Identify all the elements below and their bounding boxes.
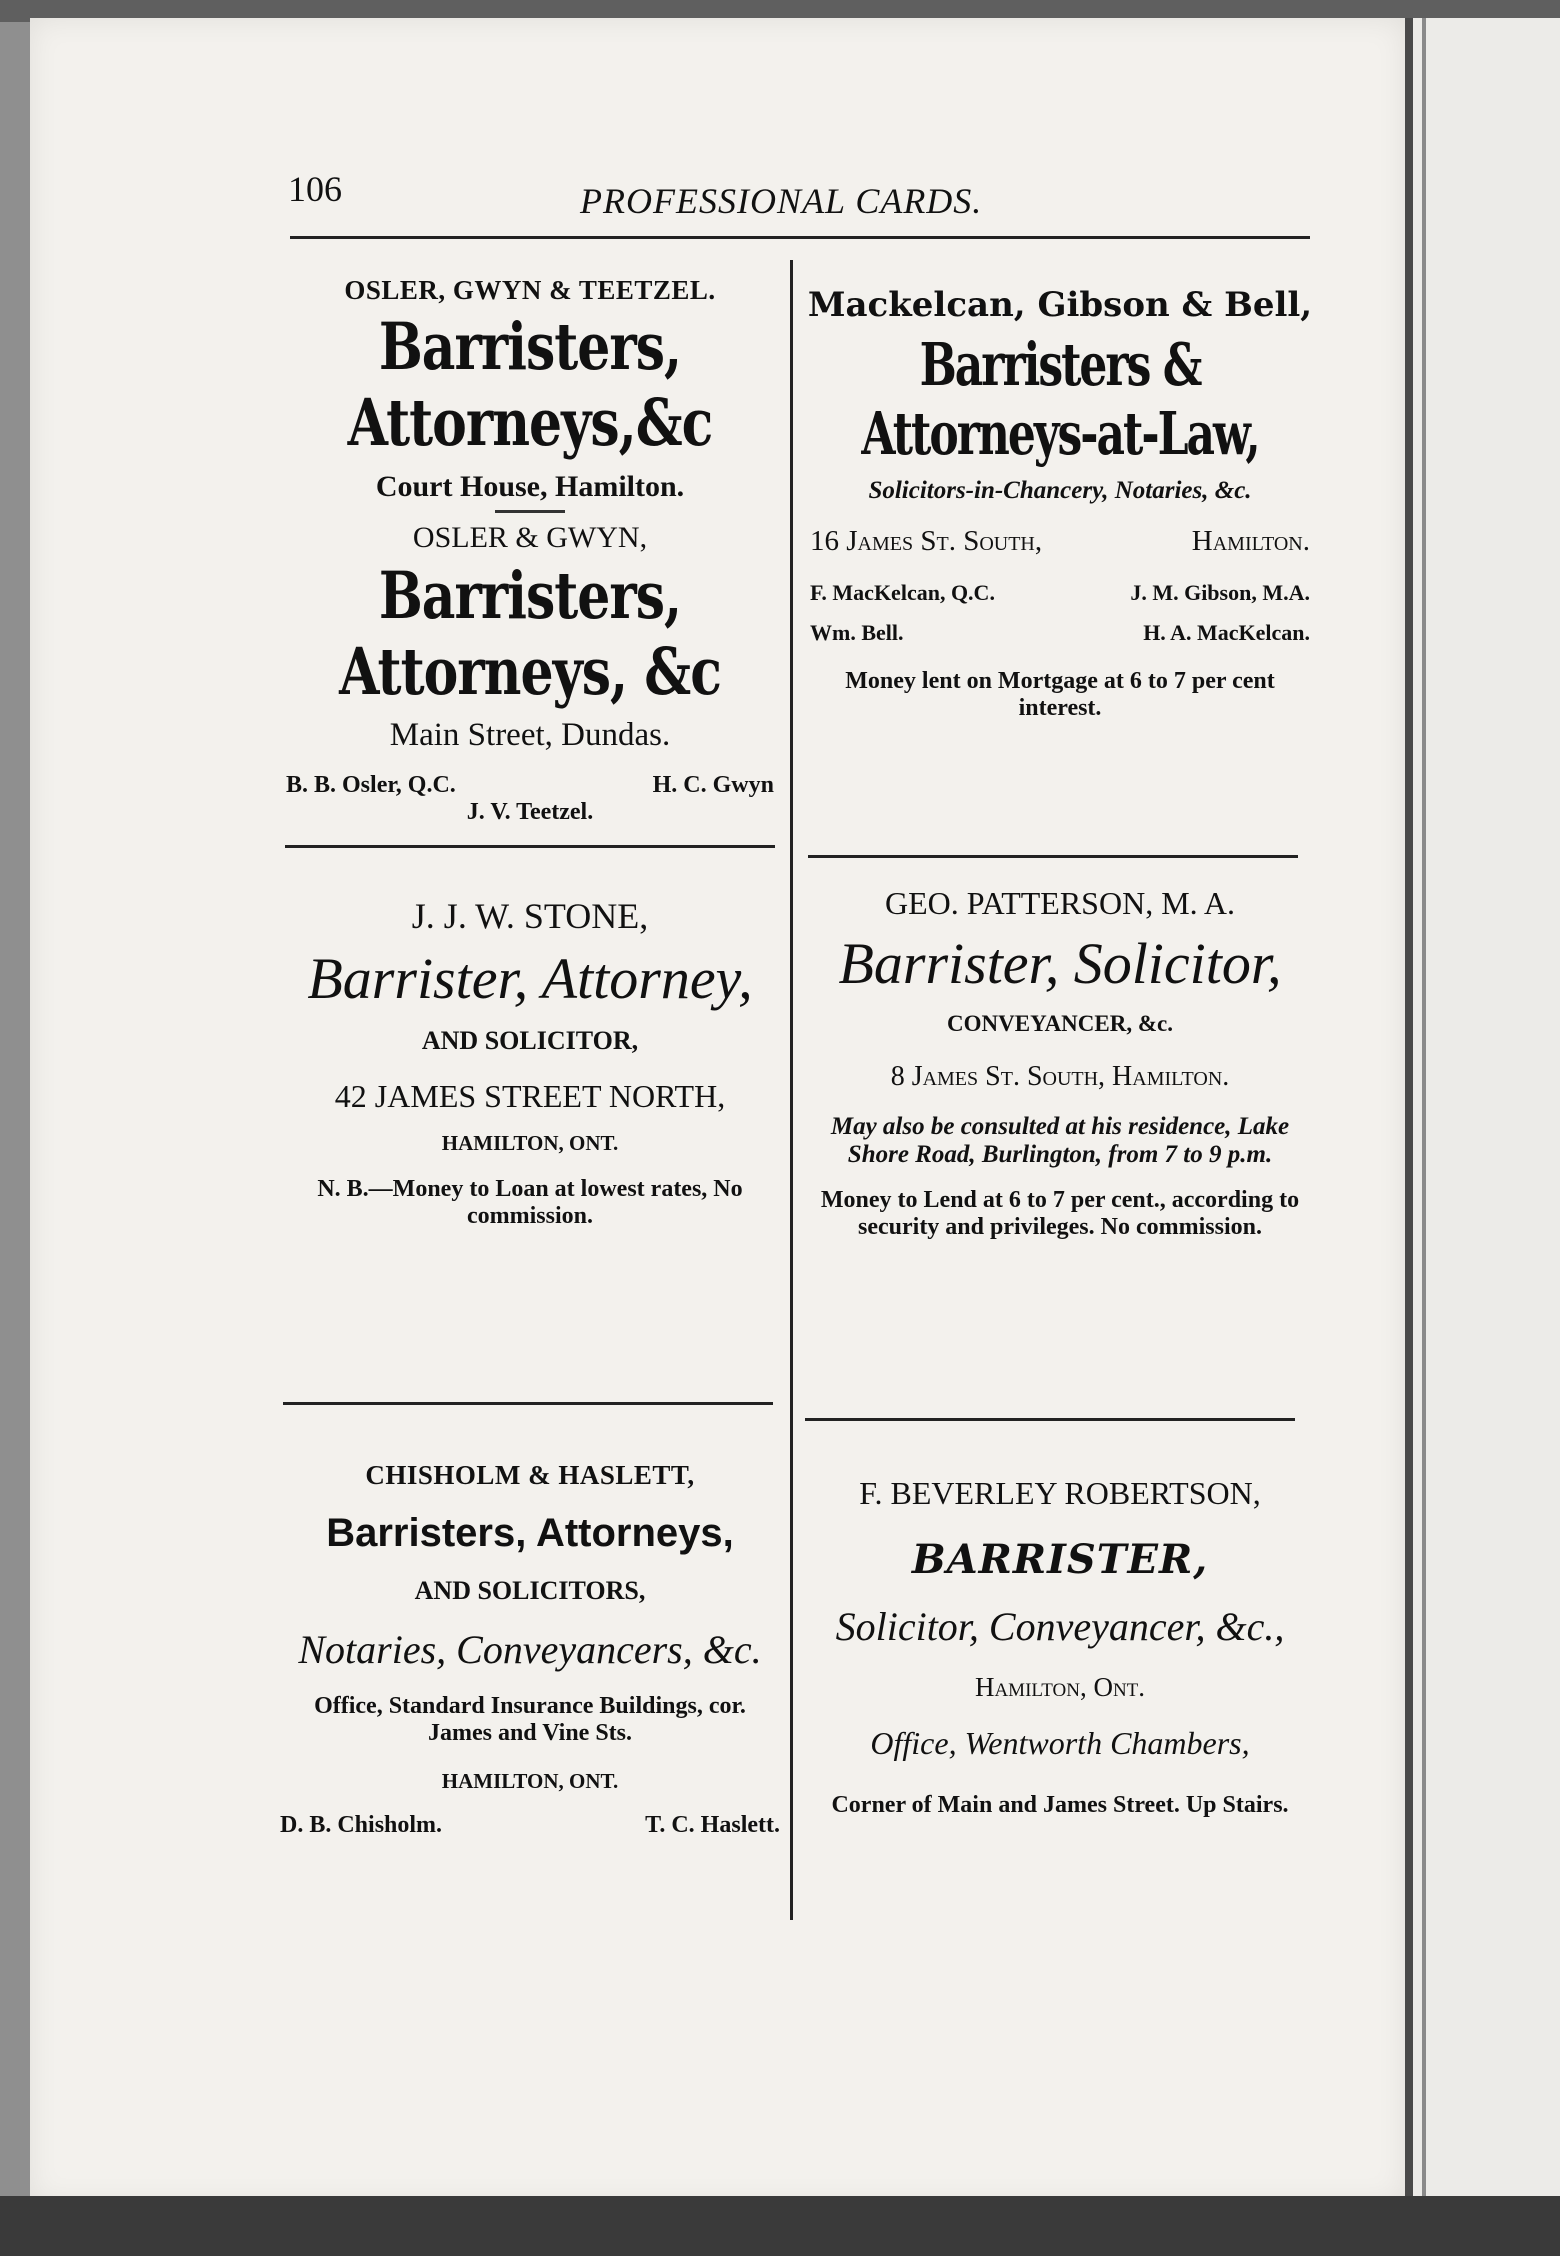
mackelcan-subtitle: Solicitors-in-Chancery, Notaries, &c.	[868, 477, 1252, 504]
page-number: 106	[288, 169, 342, 209]
page-heading: PROFESSIONAL CARDS.	[580, 181, 983, 221]
chisholm-office: Office, Standard Insurance Buildings, cor. James and Vine Sts.	[314, 1693, 746, 1746]
stone-subtitle: AND SOLICITOR,	[421, 1026, 639, 1055]
robertson-title: BARRISTER,	[911, 1536, 1209, 1583]
card-patterson	[800, 885, 1320, 1241]
stone-title: Barrister, Attorney,	[307, 946, 753, 1011]
chisholm-subtitle: AND SOLICITORS,	[414, 1576, 646, 1605]
osler-firm: OSLER, GWYN & TEETZEL.	[344, 275, 716, 305]
mackelcan-address-left: 16 James St. South,	[810, 525, 1043, 557]
mackelcan-title: Barristers & Attorneys-at-Law,	[861, 331, 1259, 469]
chisholm-services: Notaries, Conveyancers, &c.	[298, 1627, 762, 1672]
mackelcan-name4: H. A. MacKelcan.	[1143, 620, 1310, 645]
card-chisholm	[270, 1460, 790, 1839]
gutter-line	[1422, 18, 1426, 2203]
right-rule-1	[808, 855, 1298, 858]
stone-address: 42 JAMES STREET NORTH,	[334, 1078, 726, 1114]
robertson-subtitle: Solicitor, Conveyancer, &c.,	[835, 1604, 1285, 1649]
mackelcan-address-right: Hamilton.	[1191, 525, 1310, 557]
patterson-address: 8 James St. South, Hamilton.	[890, 1061, 1230, 1092]
card-osler	[270, 275, 790, 826]
patterson-note-italic: May also be consulted at his residence, Lake Shore Road, Burlington, from 7 to 9 p.m.	[830, 1113, 1290, 1168]
column-divider	[790, 260, 793, 1920]
card-stone	[270, 895, 790, 1230]
page-gutter	[1405, 18, 1560, 2203]
osler-name2: H. C. Gwyn	[652, 772, 774, 798]
osler-address2: Main Street, Dundas.	[389, 717, 671, 753]
mackelcan-firm: Mackelcan, Gibson & Bell,	[807, 285, 1313, 325]
osler-firm2: OSLER & GWYN,	[412, 521, 648, 554]
right-rule-2	[805, 1418, 1295, 1421]
osler-name1: B. B. Osler, Q.C.	[286, 772, 456, 798]
robertson-address: Corner of Main and James Street. Up Stairs.	[831, 1792, 1289, 1818]
left-rule-2	[283, 1402, 773, 1405]
osler-name3: J. V. Teetzel.	[466, 799, 594, 825]
mackelcan-name1: F. MacKelcan, Q.C.	[810, 580, 995, 605]
robertson-city: Hamilton, Ont.	[974, 1672, 1146, 1702]
patterson-name: GEO. PATTERSON, M. A.	[885, 885, 1235, 921]
mackelcan-name2: J. M. Gibson, M.A.	[1130, 580, 1310, 605]
patterson-subtitle: CONVEYANCER, &c.	[947, 1011, 1173, 1036]
mackelcan-note: Money lent on Mortgage at 6 to 7 per cent interest.	[845, 668, 1275, 721]
header-rule	[290, 236, 1310, 239]
chisholm-firm: CHISHOLM & HASLETT,	[365, 1460, 695, 1490]
chisholm-name1: D. B. Chisholm.	[280, 1812, 443, 1838]
robertson-office: Office, Wentworth Chambers,	[870, 1725, 1250, 1761]
chisholm-name2: T. C. Haslett.	[645, 1812, 780, 1838]
bottom-bar	[0, 2196, 1560, 2256]
chisholm-city: HAMILTON, ONT.	[441, 1769, 619, 1793]
osler-short-rule	[495, 510, 565, 513]
mackelcan-name3: Wm. Bell.	[810, 620, 904, 645]
robertson-name: F. BEVERLEY ROBERTSON,	[859, 1475, 1261, 1511]
osler-title2: Barristers, Attorneys, &c	[339, 557, 721, 711]
patterson-title: Barrister, Solicitor,	[838, 931, 1282, 996]
osler-address: Court House, Hamilton.	[375, 470, 685, 503]
chisholm-title: Barristers, Attorneys,	[326, 1511, 734, 1555]
stone-name: J. J. W. STONE,	[411, 896, 649, 936]
left-rule-1	[285, 845, 775, 848]
card-mackelcan	[800, 285, 1320, 722]
stone-city: HAMILTON, ONT.	[441, 1131, 619, 1155]
patterson-note: Money to Lend at 6 to 7 per cent., according to security and privileges. No commission.	[820, 1187, 1300, 1240]
stone-note: N. B.—Money to Loan at lowest rates, No commission.	[317, 1176, 743, 1229]
card-robertson	[800, 1475, 1320, 1819]
osler-title: Barristers, Attorneys,&c	[347, 308, 713, 462]
